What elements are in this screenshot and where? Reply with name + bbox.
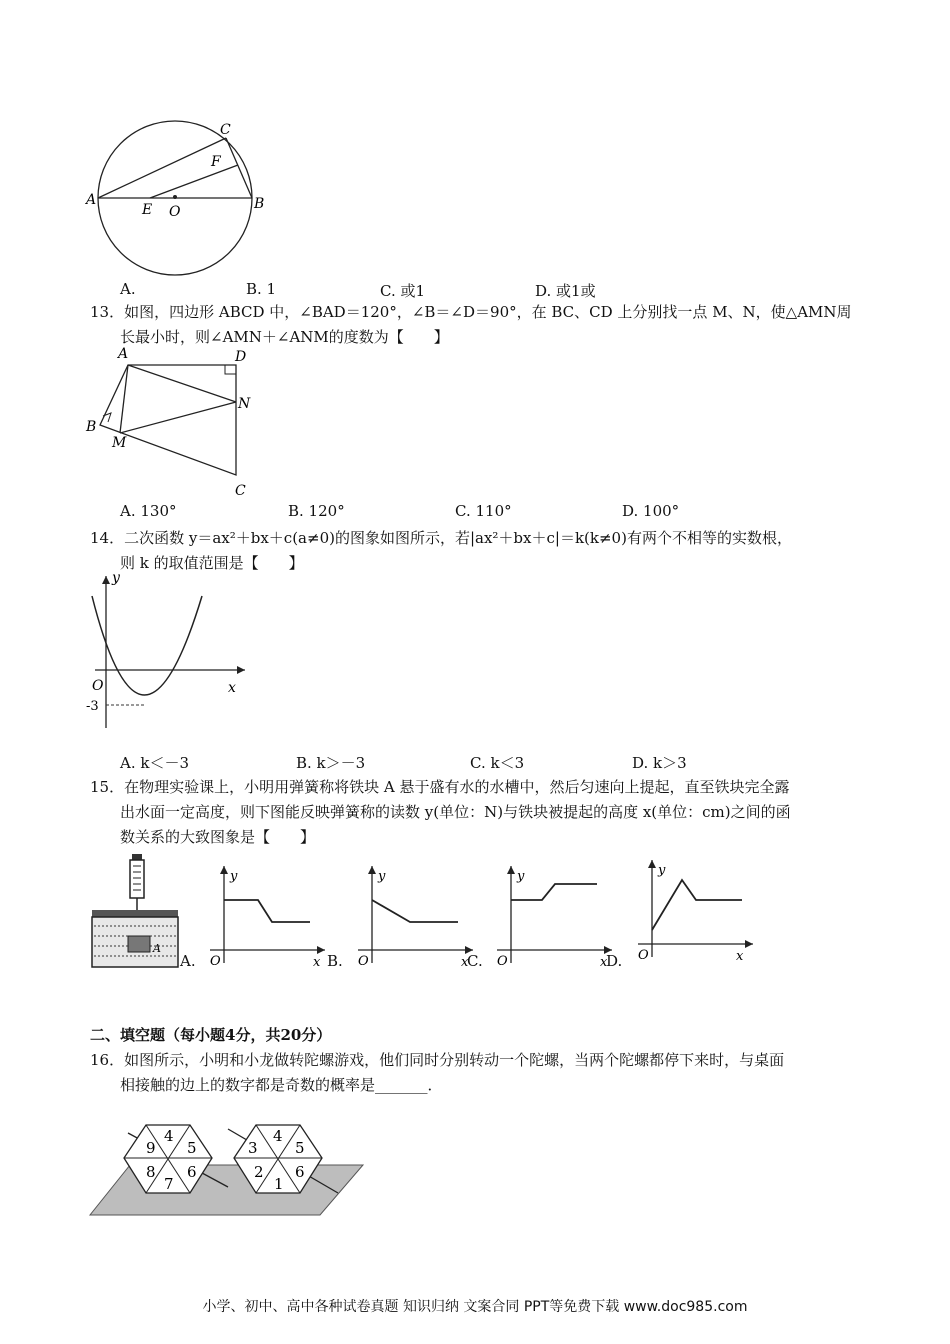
q12-label: O (169, 204, 181, 220)
q15-text-line2: 出水面一定高度，则下图能反映弹簧称的读数 y(单位：N)与铁块被提起的高度 x(单位：cm)之间的函 (120, 803, 791, 821)
q13-label: A (118, 346, 129, 362)
q16-top1-number: 6 (187, 1163, 197, 1181)
q16-top1-number: 8 (146, 1163, 156, 1181)
q15-graph-label: O (638, 948, 649, 963)
q15-graph-d (628, 852, 758, 964)
q12-option-a: A. (120, 280, 136, 298)
q14-label: -3 (86, 699, 99, 714)
q12-option-b: B. 1 (246, 280, 277, 298)
q15-graph-label: O (497, 954, 508, 969)
q13-label: N (238, 396, 251, 412)
q16-top2-number: 3 (248, 1139, 258, 1157)
q13-text-line2: 长最小时，则∠AMN＋∠ANM的度数为【 】 (120, 328, 449, 346)
q15-graph-label: y (658, 863, 666, 878)
q15-graph-label: O (210, 954, 221, 969)
q13-option-d: D. 100° (622, 502, 680, 520)
q13-label: C (235, 483, 246, 499)
section-title-fill-in: 二、填空题（每小题4分，共20分） (90, 1026, 332, 1044)
q15-option-d: D. (606, 952, 623, 970)
q15-graph-label: x (736, 949, 744, 964)
q14-text-line2: 则 k 的取值范围是【 】 (120, 554, 304, 572)
q15-graph-label: y (517, 869, 525, 884)
q16-top1-number: 9 (146, 1139, 156, 1157)
q16-top2-number: 2 (254, 1163, 264, 1181)
q13-text-line1: 13．如图，四边形 ABCD 中，∠BAD＝120°，∠B＝∠D＝90°，在 BC、CD 上分别找一点 M、N，使△AMN周 (90, 303, 852, 321)
q12-circle-figure (80, 118, 270, 278)
q14-label: y (112, 570, 120, 586)
q15-graph-a (200, 858, 330, 970)
q16-top1-number: 7 (164, 1175, 174, 1193)
q15-apparatus-label: A (153, 942, 161, 955)
q16-top1-number: 5 (187, 1139, 197, 1157)
q15-option-b: B. (327, 952, 343, 970)
q12-label: C (220, 122, 231, 138)
q14-text-line1: 14．二次函数 y＝ax²＋bx＋c(a≠0)的图象如图所示，若|ax²＋bx＋c|＝k(k≠0)有两个不相等的实数根， (90, 529, 792, 547)
q15-text-line1: 15．在物理实验课上，小明用弹簧称将铁块 A 悬于盛有水的水槽中，然后匀速向上提起，直至铁块完全露 (90, 778, 790, 796)
q12-label: B (254, 196, 265, 212)
q14-label: x (228, 680, 236, 696)
q12-label: F (211, 154, 221, 170)
q12-option-d: D. 或1或 (535, 282, 596, 300)
q16-text-line2: 相接触的边上的数字都是奇数的概率是_______． (120, 1076, 443, 1094)
q13-option-b: B. 120° (288, 502, 345, 520)
q13-label: B (86, 419, 97, 435)
q13-label: M (112, 435, 127, 451)
q14-parabola-figure (80, 568, 260, 738)
q15-option-a: A. (180, 952, 196, 970)
q13-quadrilateral-figure (80, 345, 270, 500)
q13-option-c: C. 110° (455, 502, 512, 520)
q15-graph-label: y (378, 869, 386, 884)
q15-graph-label: x (600, 955, 608, 970)
q14-option-c: C. k＜3 (470, 754, 525, 772)
q12-label: A (86, 192, 97, 208)
q16-top2-number: 1 (274, 1175, 284, 1193)
q12-option-c: C. 或1 (380, 282, 426, 300)
q15-graph-c (487, 858, 617, 970)
q16-top1-number: 4 (164, 1127, 174, 1145)
q16-top2-number: 6 (295, 1163, 305, 1181)
q14-option-d: D. k＞3 (632, 754, 687, 772)
q15-graph-label: O (358, 954, 369, 969)
q15-graph-label: x (313, 955, 321, 970)
q15-graph-label: y (230, 869, 238, 884)
q15-tank-apparatus (88, 852, 183, 970)
page-footer: 小学、初中、高中各种试卷真题 知识归纳 文案合同 PPT等免费下载 www.doc985.com (202, 1299, 748, 1315)
q13-label: D (235, 349, 247, 365)
q12-label: E (142, 202, 153, 218)
q14-option-b: B. k＞－3 (296, 754, 366, 772)
q15-option-c: C. (467, 952, 483, 970)
q16-text-line1: 16．如图所示，小明和小龙做转陀螺游戏，他们同时分别转动一个陀螺，当两个陀螺都停下来时，与桌面 (90, 1051, 785, 1069)
q14-label: O (92, 678, 104, 694)
q13-option-a: A. 130° (120, 502, 177, 520)
q15-graph-b (348, 858, 478, 970)
q14-option-a: A. k＜－3 (120, 754, 190, 772)
q16-top2-number: 5 (295, 1139, 305, 1157)
q15-text-line3: 数关系的大致图象是【 】 (120, 828, 316, 846)
q16-spinning-tops-figure (88, 1115, 368, 1220)
q15-graph-label: x (461, 955, 469, 970)
q16-top2-number: 4 (273, 1127, 283, 1145)
